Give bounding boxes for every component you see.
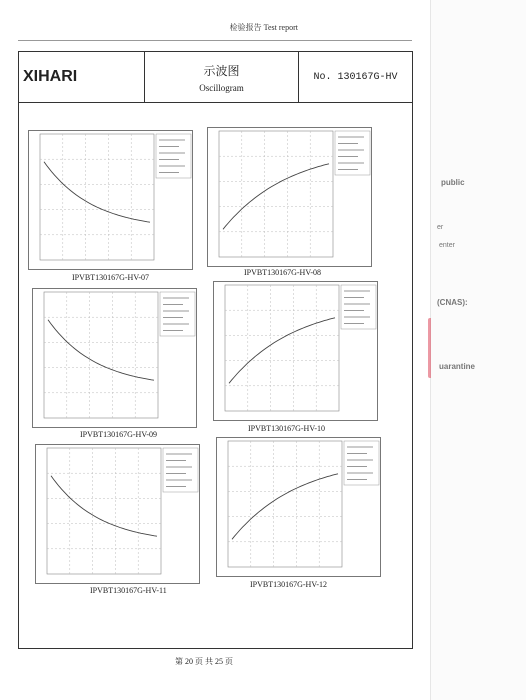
oscillogram-plot-08 <box>207 127 372 267</box>
title-cn: 示波图 <box>203 63 240 78</box>
plot-caption-10: IPVBT130167G-HV-10 <box>248 424 326 433</box>
oscillogram-plot-11 <box>35 444 200 584</box>
underpage-text-1: public <box>441 178 465 187</box>
title-en: Oscillogram <box>199 82 244 93</box>
readout-panel <box>344 441 379 485</box>
header-rule <box>18 40 412 41</box>
oscillogram-svg <box>35 444 200 584</box>
underpage-text-4: (CNAS): <box>437 298 468 307</box>
underlying-page <box>430 0 526 700</box>
readout-panel <box>335 131 370 175</box>
oscillogram-plot-10 <box>213 281 378 421</box>
plot-caption-12: IPVBT130167G-HV-12 <box>250 580 328 589</box>
readout-panel <box>163 448 198 492</box>
underpage-text-2: er <box>437 224 444 231</box>
readout-panel <box>160 292 195 336</box>
report-header-label: 检验报告 Test report <box>229 23 298 32</box>
readout-panel <box>156 134 191 178</box>
readout-panel <box>341 285 376 329</box>
oscillogram-svg <box>216 437 381 577</box>
oscillogram-svg <box>213 281 378 421</box>
oscillogram-svg <box>28 130 193 270</box>
company-logo: XIHARI <box>19 52 145 102</box>
plot-caption-11: IPVBT130167G-HV-11 <box>90 586 167 595</box>
plot-caption-08: IPVBT130167G-HV-08 <box>244 268 322 277</box>
title-box <box>18 51 413 103</box>
oscillogram-svg <box>32 288 197 428</box>
red-stamp-fragment <box>428 318 443 378</box>
plot-caption-07: IPVBT130167G-HV-07 <box>72 273 150 282</box>
report-number: No. 130167G-HV <box>313 71 398 83</box>
oscillogram-plot-12 <box>216 437 381 577</box>
underpage-text-3: enter <box>439 242 455 249</box>
title-cell <box>145 52 299 102</box>
oscillogram-plot-07 <box>28 130 193 270</box>
page-footer: 第 20 页 共 25 页 <box>175 657 233 666</box>
underpage-text-5: uarantine <box>439 362 476 371</box>
oscillogram-svg <box>207 127 372 267</box>
plot-caption-09: IPVBT130167G-HV-09 <box>80 430 158 439</box>
oscillogram-plot-09 <box>32 288 197 428</box>
